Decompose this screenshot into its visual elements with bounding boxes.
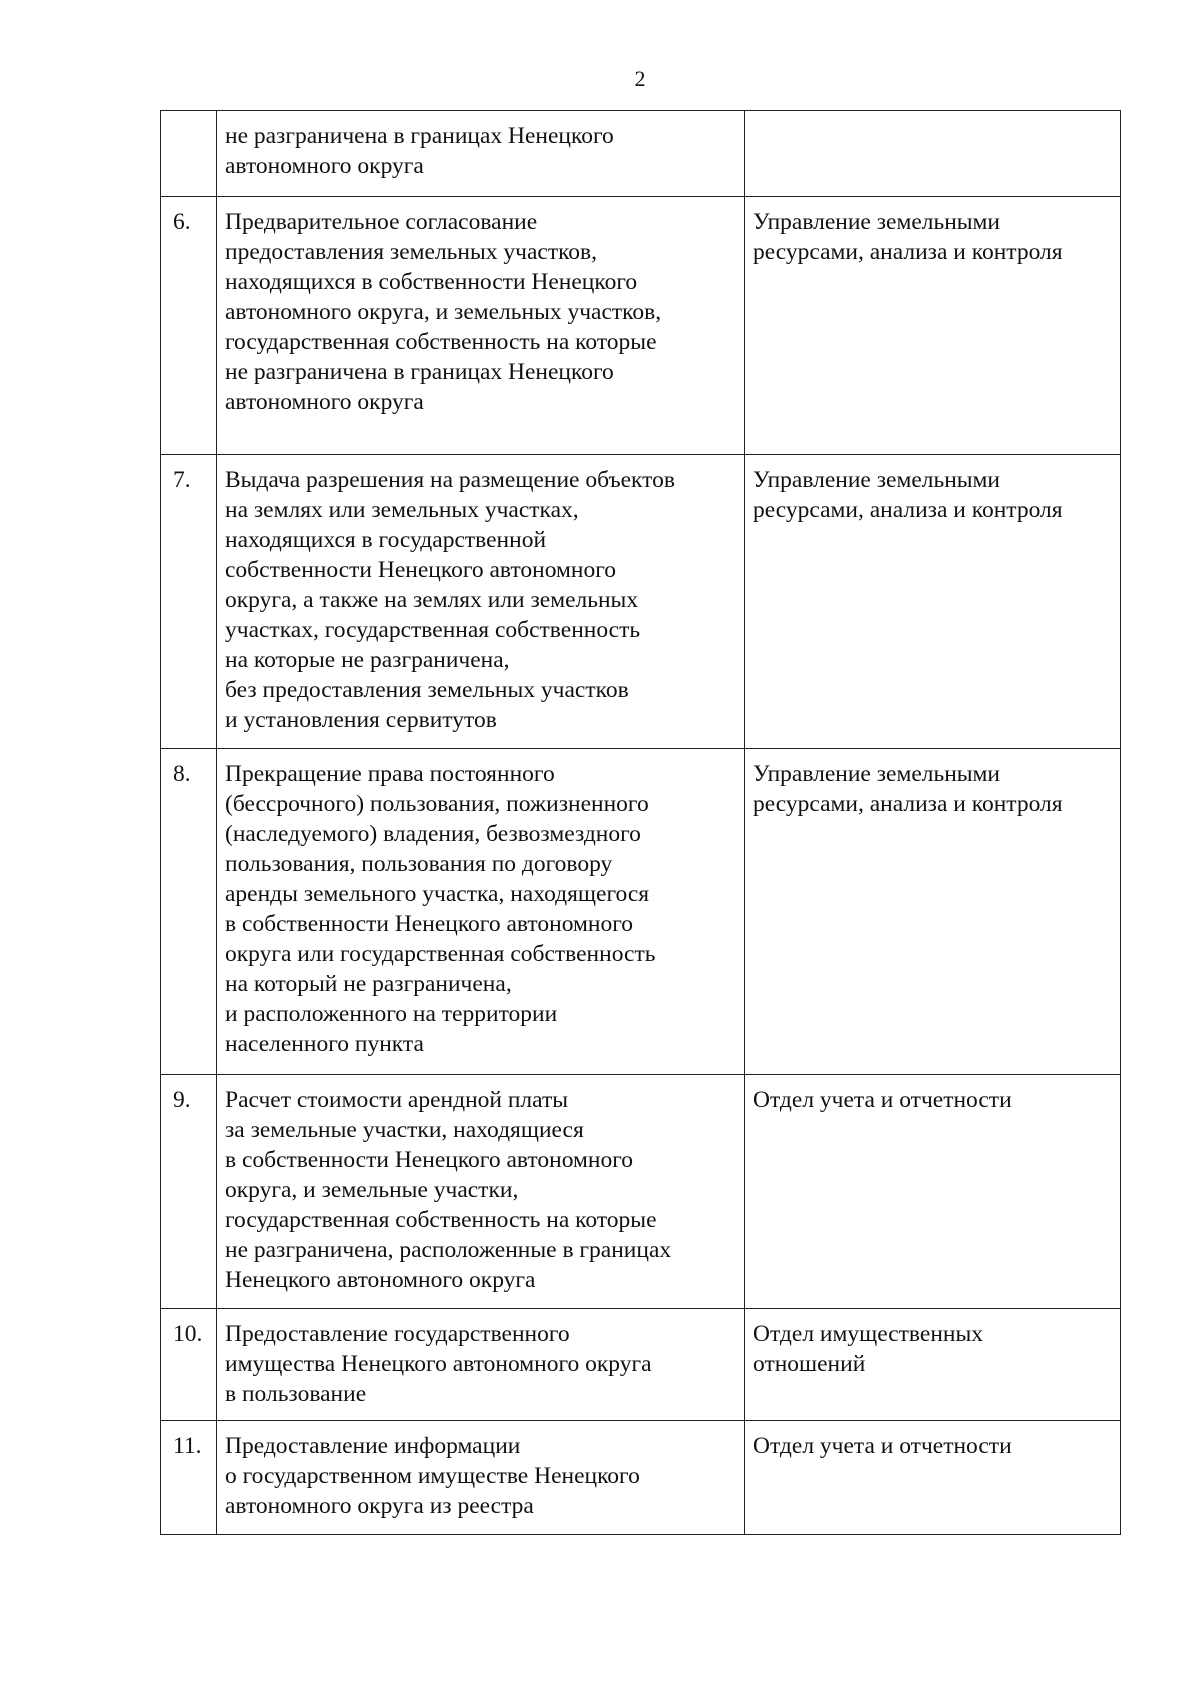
responsible-department xyxy=(745,111,1121,196)
department-line: ресурсами, анализа и контроля xyxy=(753,497,1063,523)
service-name-line: собственности Ненецкого автономного xyxy=(225,557,617,583)
service-name-line: (бессрочного) пользования, пожизненного xyxy=(225,791,649,817)
row-number: 9. xyxy=(161,1075,217,1308)
service-name-line: и расположенного на территории xyxy=(225,1001,558,1027)
service-name-line: государственная собственность на которые xyxy=(225,1207,657,1233)
service-name xyxy=(217,1309,745,1420)
service-name-line: предоставления земельных участков, xyxy=(225,239,598,265)
department-line: Отдел учета и отчетности xyxy=(753,1433,1012,1459)
responsible-department xyxy=(745,197,1121,454)
service-name-line: в собственности Ненецкого автономного xyxy=(225,911,634,937)
service-name-line: государственная собственность на которые xyxy=(225,329,657,355)
service-name-line: Ненецкого автономного округа xyxy=(225,1267,536,1293)
service-name-line: Расчет стоимости арендной платы xyxy=(225,1087,569,1113)
row-number: 7. xyxy=(161,455,217,748)
service-name xyxy=(217,1075,745,1308)
department-line: Управление земельными xyxy=(753,467,1001,493)
service-name-line: Предварительное согласование xyxy=(225,209,538,235)
department-line: Отдел имущественных xyxy=(753,1321,984,1347)
responsible-department xyxy=(745,749,1121,1074)
service-name-line: о государственном имуществе Ненецкого xyxy=(225,1463,640,1489)
table-row xyxy=(161,197,1121,455)
table-row xyxy=(161,1421,1121,1535)
service-name xyxy=(217,455,745,748)
page-number: 2 xyxy=(634,66,646,91)
services-table xyxy=(160,110,1121,1535)
table-row xyxy=(161,749,1121,1075)
row-number: 6. xyxy=(161,197,217,454)
service-name-line: округа, и земельные участки, xyxy=(225,1177,519,1203)
service-name-line: автономного округа, и земельных участков, xyxy=(225,299,662,325)
service-name-line: автономного округа xyxy=(225,389,424,415)
service-name xyxy=(217,749,745,1074)
row-number xyxy=(161,111,217,196)
service-name-line: в собственности Ненецкого автономного xyxy=(225,1147,634,1173)
service-name-line: на землях или земельных участках, xyxy=(225,497,579,523)
department-line: Управление земельными xyxy=(753,209,1001,235)
responsible-department xyxy=(745,455,1121,748)
table-row xyxy=(161,111,1121,197)
service-name-line: автономного округа xyxy=(225,153,424,179)
table-row xyxy=(161,1075,1121,1309)
service-name-line: пользования, пользования по договору xyxy=(225,851,613,877)
service-name-line: не разграничена в границах Ненецкого xyxy=(225,123,614,149)
service-name-line: Выдача разрешения на размещение объектов xyxy=(225,467,675,493)
service-name-line: аренды земельного участка, находящегося xyxy=(225,881,650,907)
service-name xyxy=(217,111,745,196)
service-name-line: (наследуемого) владения, безвозмездного xyxy=(225,821,641,847)
service-name-line: без предоставления земельных участков xyxy=(225,677,629,703)
service-name-line: автономного округа из реестра xyxy=(225,1493,534,1519)
service-name-line: населенного пункта xyxy=(225,1031,424,1057)
service-name-line: в пользование xyxy=(225,1381,367,1407)
department-line: ресурсами, анализа и контроля xyxy=(753,791,1063,817)
table-row xyxy=(161,1309,1121,1421)
row-number: 8. xyxy=(161,749,217,1074)
service-name-line: не разграничена, расположенные в границах xyxy=(225,1237,672,1263)
service-name-line: округа, а также на землях или земельных xyxy=(225,587,639,613)
table-row xyxy=(161,455,1121,749)
department-line: ресурсами, анализа и контроля xyxy=(753,239,1063,265)
responsible-department xyxy=(745,1421,1121,1534)
service-name-line: участках, государственная собственность xyxy=(225,617,641,643)
service-name-line: Предоставление государственного xyxy=(225,1321,570,1347)
service-name-line: за земельные участки, находящиеся xyxy=(225,1117,584,1143)
service-name-line: находящихся в собственности Ненецкого xyxy=(225,269,638,295)
service-name-line: находящихся в государственной xyxy=(225,527,547,553)
service-name-line: на которые не разграничена, xyxy=(225,647,510,673)
service-name xyxy=(217,1421,745,1534)
row-number: 11. xyxy=(161,1421,217,1534)
responsible-department xyxy=(745,1309,1121,1420)
service-name-line: имущества Ненецкого автономного округа xyxy=(225,1351,652,1377)
service-name-line: округа или государственная собственность xyxy=(225,941,656,967)
department-line: отношений xyxy=(753,1351,866,1377)
service-name-line: и установления сервитутов xyxy=(225,707,497,733)
department-line: Отдел учета и отчетности xyxy=(753,1087,1012,1113)
service-name-line: Предоставление информации xyxy=(225,1433,521,1459)
service-name-line: на который не разграничена, xyxy=(225,971,512,997)
responsible-department xyxy=(745,1075,1121,1308)
service-name-line: не разграничена в границах Ненецкого xyxy=(225,359,614,385)
department-line: Управление земельными xyxy=(753,761,1001,787)
row-number: 10. xyxy=(161,1309,217,1420)
service-name-line: Прекращение права постоянного xyxy=(225,761,555,787)
service-name xyxy=(217,197,745,454)
